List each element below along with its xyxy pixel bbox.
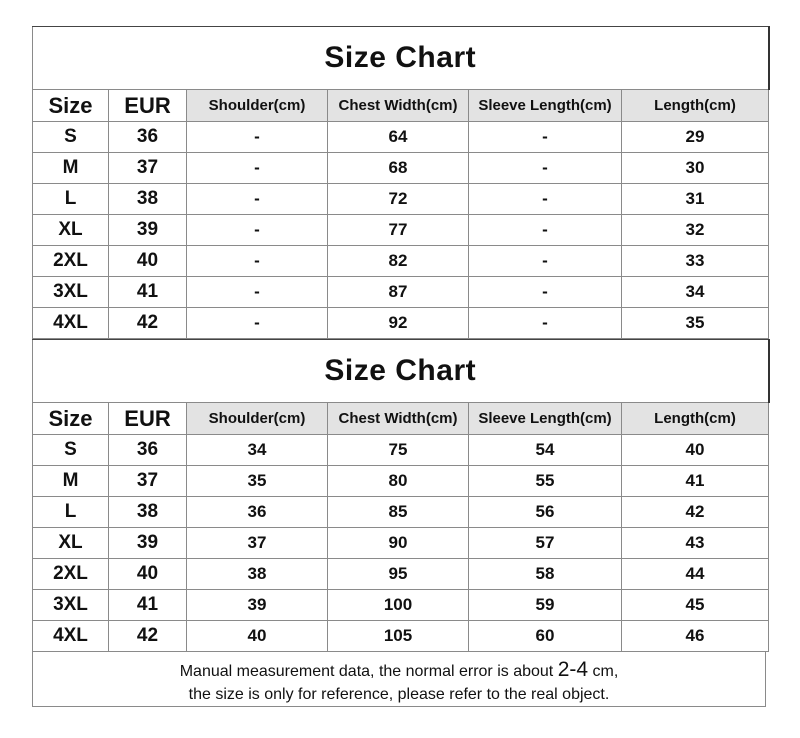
table-cell: 2XL	[33, 559, 109, 590]
table-cell: 40	[109, 246, 187, 277]
table-header-row	[33, 403, 769, 435]
table-cell: -	[187, 215, 328, 246]
table-cell: 39	[109, 215, 187, 246]
table-cell: L	[33, 184, 109, 215]
column-header: Chest Width(cm)	[328, 90, 469, 122]
table-row	[33, 184, 769, 215]
table-cell: 3XL	[33, 590, 109, 621]
table-cell: 42	[622, 497, 769, 528]
size-table-1	[32, 26, 770, 339]
column-header: Shoulder(cm)	[187, 403, 328, 435]
table-cell: -	[187, 122, 328, 153]
table-cell: 41	[109, 590, 187, 621]
table-cell: 85	[328, 497, 469, 528]
table-cell: 38	[187, 559, 328, 590]
table-cell: 37	[187, 528, 328, 559]
table-row	[33, 435, 769, 466]
table-title-row	[33, 27, 769, 90]
column-header: Size	[33, 403, 109, 435]
table-cell: L	[33, 497, 109, 528]
table-row	[33, 590, 769, 621]
table-row	[33, 215, 769, 246]
table-row	[33, 497, 769, 528]
table-cell: M	[33, 466, 109, 497]
table-cell: 46	[622, 621, 769, 652]
size-chart-sheet	[32, 26, 768, 707]
table-cell: -	[187, 184, 328, 215]
table-cell: S	[33, 122, 109, 153]
table-cell: 95	[328, 559, 469, 590]
table-cell: 100	[328, 590, 469, 621]
table-cell: 64	[328, 122, 469, 153]
table-cell: -	[187, 153, 328, 184]
column-header: Sleeve Length(cm)	[469, 403, 622, 435]
table-cell: 68	[328, 153, 469, 184]
table-title-row	[33, 340, 769, 403]
table-cell: 43	[622, 528, 769, 559]
table-cell: 39	[109, 528, 187, 559]
table-row	[33, 621, 769, 652]
table-cell: 40	[622, 435, 769, 466]
table-cell: 33	[622, 246, 769, 277]
table-cell: 57	[469, 528, 622, 559]
table-cell: -	[469, 308, 622, 339]
table-cell: 29	[622, 122, 769, 153]
table-cell: 77	[328, 215, 469, 246]
table-cell: 92	[328, 308, 469, 339]
table-row	[33, 246, 769, 277]
table-cell: -	[469, 122, 622, 153]
table-row	[33, 122, 769, 153]
tables-container	[32, 26, 768, 652]
table-cell: 42	[109, 621, 187, 652]
measurement-note	[32, 652, 766, 707]
table-cell: 42	[109, 308, 187, 339]
column-header: Sleeve Length(cm)	[469, 90, 622, 122]
table-cell: 90	[328, 528, 469, 559]
table-cell: 37	[109, 466, 187, 497]
table-cell: XL	[33, 215, 109, 246]
table-cell: 3XL	[33, 277, 109, 308]
table-cell: -	[469, 246, 622, 277]
table-cell: 54	[469, 435, 622, 466]
note-line2: the size is only for reference, please refer to the real object.	[188, 686, 610, 703]
table-cell: 35	[187, 466, 328, 497]
table-cell: 82	[328, 246, 469, 277]
table-cell: 80	[328, 466, 469, 497]
column-header: Length(cm)	[622, 90, 769, 122]
table-cell: 31	[622, 184, 769, 215]
table-cell: 56	[469, 497, 622, 528]
table-row	[33, 466, 769, 497]
column-header: EUR	[109, 403, 187, 435]
column-header: Length(cm)	[622, 403, 769, 435]
table-cell: S	[33, 435, 109, 466]
table-title: Size Chart	[33, 27, 769, 90]
table-header-row	[33, 90, 769, 122]
table-row	[33, 559, 769, 590]
column-header: Shoulder(cm)	[187, 90, 328, 122]
table-cell: -	[469, 153, 622, 184]
table-cell: -	[469, 184, 622, 215]
table-cell: 41	[622, 466, 769, 497]
table-cell: 36	[109, 122, 187, 153]
table-cell: 4XL	[33, 308, 109, 339]
size-table-2	[32, 339, 770, 652]
table-cell: 37	[109, 153, 187, 184]
table-cell: 105	[328, 621, 469, 652]
table-cell: M	[33, 153, 109, 184]
table-cell: XL	[33, 528, 109, 559]
table-cell: 44	[622, 559, 769, 590]
table-cell: 30	[622, 153, 769, 184]
table-row	[33, 153, 769, 184]
column-header: Size	[33, 90, 109, 122]
table-cell: 38	[109, 184, 187, 215]
table-title: Size Chart	[33, 340, 769, 403]
table-cell: 45	[622, 590, 769, 621]
table-cell: 58	[469, 559, 622, 590]
table-cell: 41	[109, 277, 187, 308]
table-cell: -	[187, 308, 328, 339]
table-cell: 75	[328, 435, 469, 466]
table-cell: 60	[469, 621, 622, 652]
table-cell: 36	[187, 497, 328, 528]
table-cell: 40	[187, 621, 328, 652]
table-cell: 59	[469, 590, 622, 621]
note-line1-before: Manual measurement data, the normal error is about	[179, 663, 558, 680]
table-cell: 35	[622, 308, 769, 339]
table-cell: 36	[109, 435, 187, 466]
table-cell: 87	[328, 277, 469, 308]
table-row	[33, 308, 769, 339]
table-cell: 38	[109, 497, 187, 528]
table-cell: 39	[187, 590, 328, 621]
table-cell: -	[469, 277, 622, 308]
column-header: Chest Width(cm)	[328, 403, 469, 435]
table-cell: 55	[469, 466, 622, 497]
table-row	[33, 528, 769, 559]
table-cell: 4XL	[33, 621, 109, 652]
table-cell: 72	[328, 184, 469, 215]
table-row	[33, 277, 769, 308]
table-cell: -	[469, 215, 622, 246]
table-cell: 40	[109, 559, 187, 590]
table-cell: 34	[187, 435, 328, 466]
table-cell: 2XL	[33, 246, 109, 277]
note-error-range: 2-4	[557, 658, 589, 681]
table-cell: -	[187, 277, 328, 308]
table-cell: -	[187, 246, 328, 277]
note-line1-after: cm,	[588, 663, 619, 680]
column-header: EUR	[109, 90, 187, 122]
table-cell: 32	[622, 215, 769, 246]
table-cell: 34	[622, 277, 769, 308]
